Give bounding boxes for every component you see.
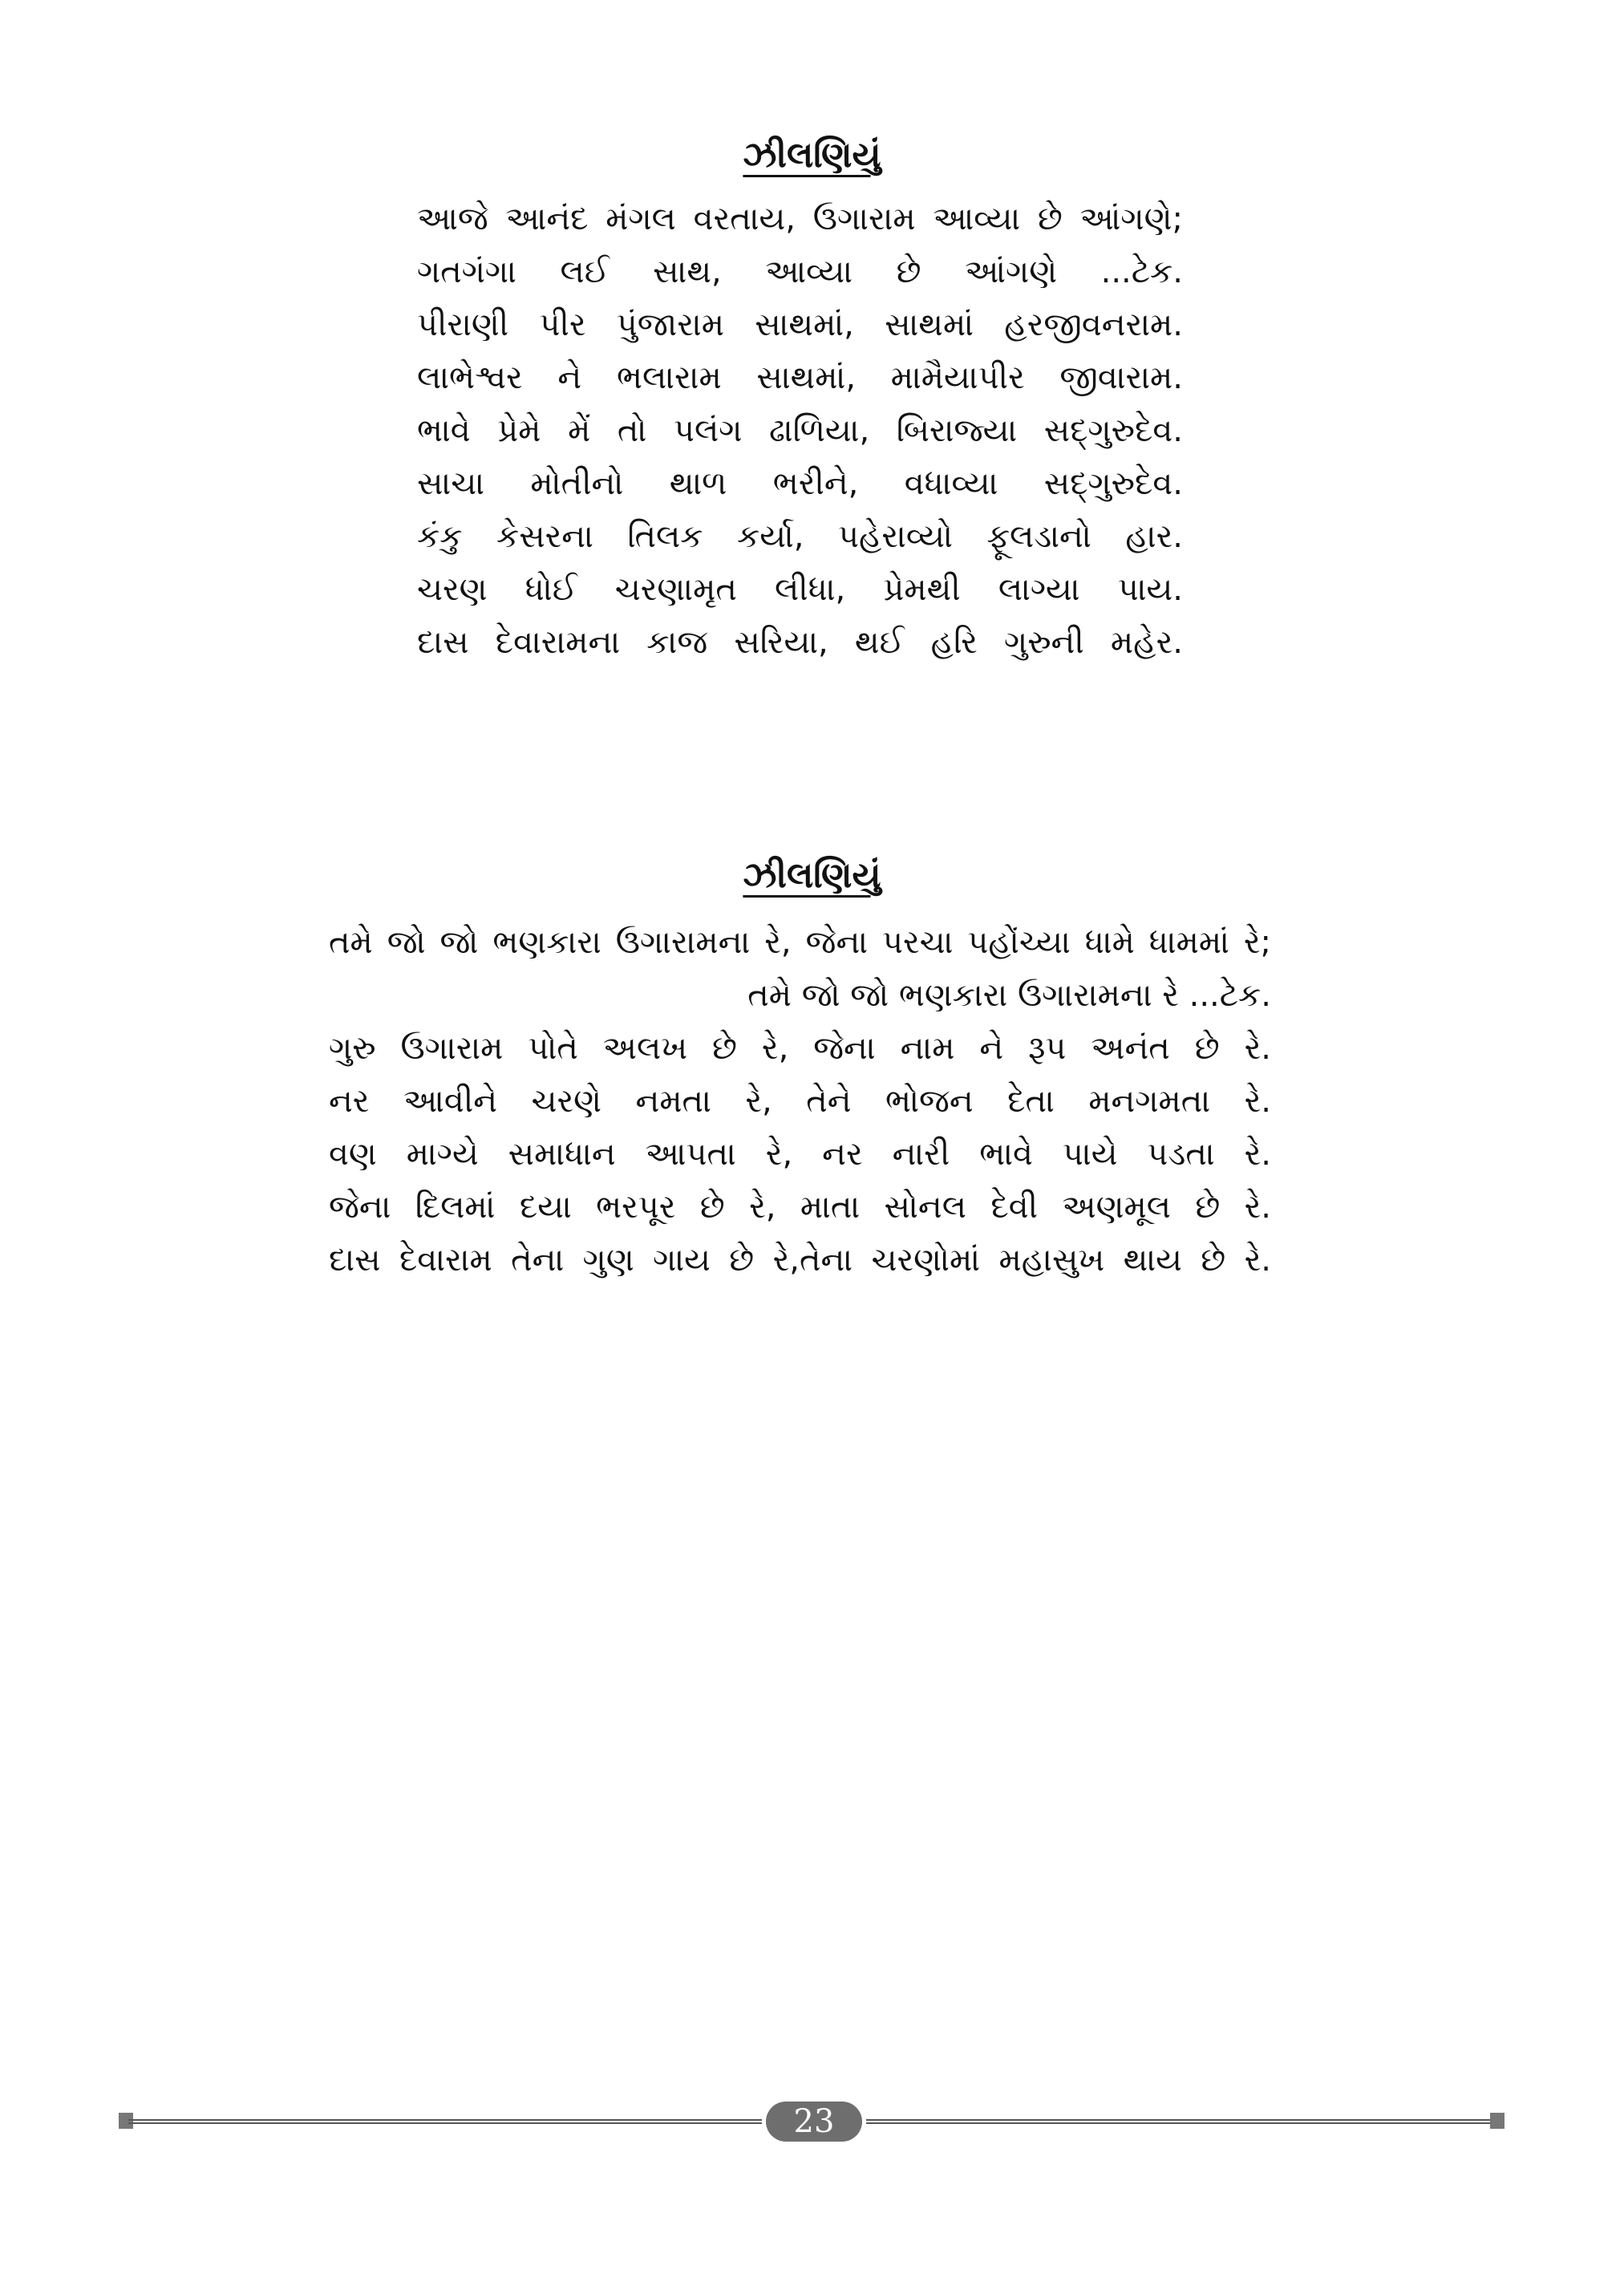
verse-refrain-line: તમે જો જો ભણકારા ઉગારામના રે ...ટેક. [747,977,1271,1014]
verse-line: સાચા મોતીનો થાળ ભરીને, વધાવ્યા સદ્‌ગુરુદેવ. [417,465,1183,502]
verse-line: કંકુ કેસરના તિલક કર્યા, પહેરાવ્યો ફૂલડાનો હાર. [417,518,1183,555]
verse-line: જેના દિલમાં દયા ભરપૂર છે રે, માતા સોનલ દેવી અણમૂલ છે રે. [329,1189,1271,1226]
verse-line: ગતગંગા લઈ સાથ, આવ્યા છે આંગણે ...ટેક. [417,253,1183,290]
footer-rule-left [128,2119,762,2124]
section-1-verse [417,193,1183,669]
verse-line: ભાવે પ્રેમે મેં તો પલંગ ઢાળિયા, બિરાજ્યા સદ્‌ગુરુદેવ. [417,412,1183,449]
verse-line: પીરાણી પીર પુંજારામ સાથમાં, સાથમાં હરજીવનરામ. [417,306,1183,343]
verse-line: ગુરુ ઉગારામ પોતે અલખ છે રે, જેના નામ ને રૂપ અનંત છે રે. [329,1030,1271,1067]
verse-line: લાભેશ્વર ને ભલારામ સાથમાં, મામૈયાપીર જીવારામ. [417,359,1183,396]
section-2-title: ઝીલણિયું [743,855,881,896]
verse-line: દાસ દેવારામ તેના ગુણ ગાય છે રે,તેના ચરણોમાં મહાસુખ થાય છે રે. [329,1242,1271,1279]
section-2-verse [329,916,1271,1287]
verse-line: વણ માગ્યે સમાધાન આપતા રે, નર નારી ભાવે પાયે પડતા રે. [329,1136,1271,1173]
verse-line: ચરણ ધોઈ ચરણામૃત લીધા, પ્રેમથી લાગ્યા પાય. [417,571,1183,608]
verse-line: તમે જો જો ભણકારા ઉગારામના રે, જેના પરચા પહોંચ્યા ધામે ધામમાં રે; [329,924,1271,961]
verse-line: નર આવીને ચરણે નમતા રે, તેને ભોજન દેતા મનગમતા રે. [329,1083,1271,1120]
verse-line: આજે આનંદ મંગલ વરતાય, ઉગારામ આવ્યા છે આંગણે; [417,201,1183,237]
page-number: 23 [766,2102,862,2142]
verse-line: દાસ દેવારામના કાજ સરિયા, થઈ હરિ ગુરુની મહેર. [417,624,1183,661]
footer-rule-right [866,2119,1492,2124]
section-1-title: ઝીલણિયું [743,135,881,176]
footer-rule-cap-right [1490,2113,1505,2129]
